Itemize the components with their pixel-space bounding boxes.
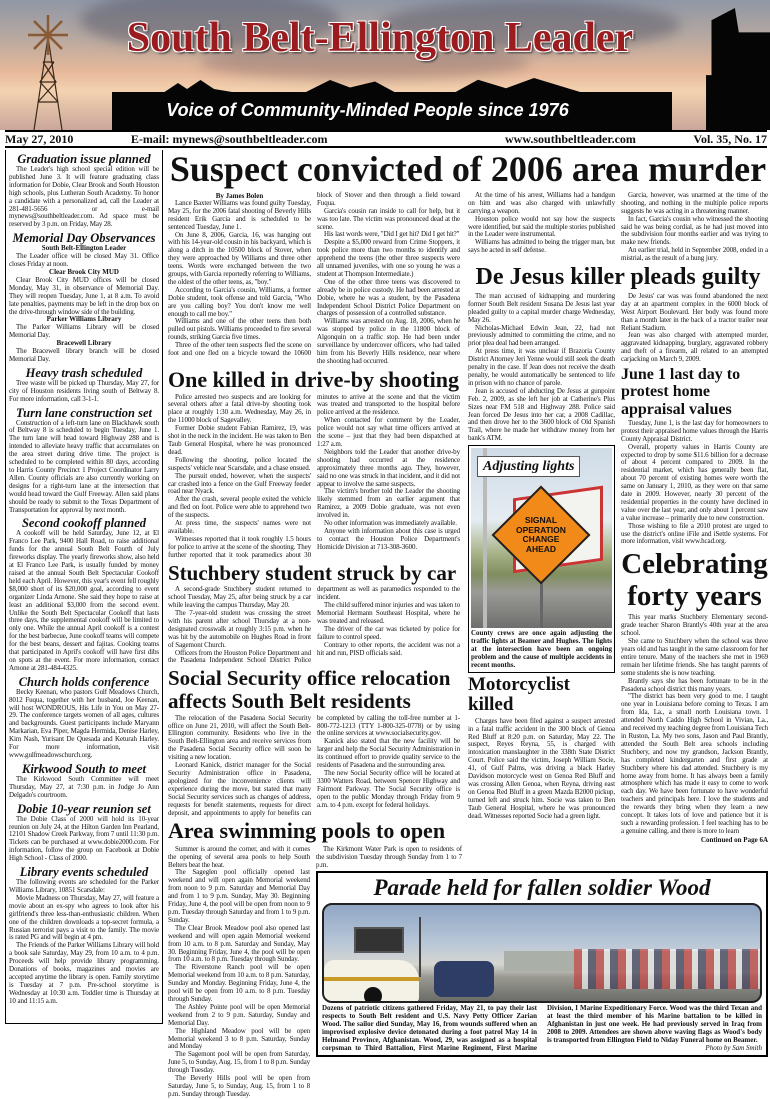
main-news-area — [168, 148, 768, 1099]
article-paragraphs — [9, 380, 159, 404]
right-column-b — [621, 293, 768, 844]
paragraph: Brantly says she has been fortunate to be in the Pasadena school district this many years. — [621, 676, 768, 693]
paragraph: At press time, the suspects' names were not available. — [168, 519, 311, 535]
paragraph: Tree waste will be picked up Thursday, May 27, for city of Houston residents living south of Beltway 8. For more information, call 3-1-1. — [9, 378, 159, 403]
brief-kirkwood — [9, 762, 159, 800]
caption-text: Dozens of patriotic citizens gathered Friday, May 21, to pay their last respects to South Belt resident and U.S. Navy Petty Officer Zarian Wood. The sailor died Sunday, May 16, from wounds suffered when an improvised explosive device detonated during a foot patrol May 14 in Helmand Province, Afghanistan. Wood, 29, was assigned as a hospital corpsman to Third Battalion, First Marine Regiment, First Marine Division, I Marine Expeditionary Force. Wood was the third Texan and at least the third member of his Marine battalion to be killed in Afghanistan in just one week. He had previously served in Iraq from 2008 to 2009. Attendees are shown above waving flags as Wood's body is transported from Ellington Field to Niday Funeral home on Beamer. — [322, 1004, 762, 1053]
celebrating-article-body — [621, 614, 768, 835]
motorcyclist-article-body — [468, 718, 615, 821]
pools-article-continued — [316, 846, 462, 870]
dejesus-article-body — [468, 293, 615, 443]
paragraph: Jean was also charged with attempted murder, aggravated kidnapping, burglary, aggravated robbery and theft of a firearm, all related to an attempted carjacking on March 9, 2009. — [621, 331, 768, 364]
paragraph: Garcia's cousin ran inside to call for help, but it was too late. The victim was pronounced dead at the scene. — [317, 206, 460, 231]
socialsecurity-article-body — [168, 715, 460, 818]
appraisal-article-body — [621, 420, 768, 547]
continued-link[interactable]: Continued on Page 6A — [700, 835, 768, 844]
paragraph: Police arrested two suspects and are looking for several others after a fatal drive-by shooting took place at roughly 1:30 a.m. Wednesday, May 26, in the 11000 block of Sagevalley. — [168, 392, 311, 425]
brief-title: Memorial Day Observances — [12, 231, 156, 246]
paragraph: The Kirkmont Water Park is open to residents of the subdivision Tuesday through Sunday from 1 to 7 p.m. — [316, 844, 462, 869]
driveby-headline: One killed in drive-by shooting — [168, 366, 459, 392]
paragraph: Three of the other teen suspects fled the scene on foot and one fled on a bicycle toward the 10600 block of Stover and then through a field toward Fuqua. — [168, 190, 460, 358]
article-paragraphs — [9, 879, 159, 1006]
byline: By James Bolen — [215, 191, 264, 200]
appraisal-headline: June 1 last day to protest home appraisal values — [621, 366, 741, 418]
paragraph: When contacted for comment by the Leader, police would not say what time officers arrived at the scene – just that they had been dispatched at 1:27 a.m. — [317, 416, 460, 448]
socialsecurity-headline — [168, 667, 460, 712]
paragraph: Following the shooting, police located the suspects' vehicle near Scarsdale, and a chase ensued. — [168, 455, 311, 472]
paragraph: The Ashley Pointe pool will be open Memorial weekend from 2 to 9 p.m. Saturday, Sunday and Memorial Day. — [168, 1002, 310, 1027]
paragraph: The Kirkwood South Committee will meet Thursday, May 27, at 7:30 p.m. in Judge Jo Ann Delgado's courtroom. — [9, 774, 159, 799]
sign-text: CHANGE — [522, 534, 560, 545]
parade-photo — [322, 903, 762, 1003]
dateline — [5, 130, 767, 148]
paragraph: The Clear Brook Meadow pool also opened last weekend and will open again Memorial weekend from 10 a.m. to 8 p.m. Saturday and Sunday, May 30. Beginning Friday, June 4, the pool will be open from 10 a.m. to 8 p.m. Tuesday through Sunday. — [168, 923, 310, 964]
paragraph: Neighbors told the Leader that another drive-by shooting had occurred at the residence approximately three months ago. They, however, said no one was struck in that incident, and it did not appear to involve the same suspects. — [317, 447, 460, 488]
paragraph: Kanick also stated that the new facility will be larger and help the Social Security Administration in its continued effort to provide quality service to the residents of Pasadena and the surrounding area. — [317, 737, 460, 770]
brief-title: Kirkwood South to meet — [22, 761, 146, 776]
main-right-half — [468, 192, 768, 844]
article-paragraphs — [621, 293, 768, 364]
paragraph: The pursuit ended, however, when the suspects' car crashed into a fence on the Gulf Freeway feeder road near Nyack. — [168, 471, 311, 496]
main-left-half — [168, 192, 460, 844]
sign-text: AHEAD — [525, 543, 557, 554]
paragraph: Jean is accused of abducting De Jesus at gunpoint Feb. 2, 2009, as she left her job at Catherine's Plus Sizes near FM 518 and Highway 288. Police said Jean forced De Jesus into her car, a 2008 Cadillac, and then drove her to the 3600 block of Old Spanish Trail, where he made her withdraw money from her bank's ATM. — [468, 386, 615, 443]
lead-headline: Suspect convicted of 2006 area murder — [169, 149, 767, 189]
paragraph: The child suffered minor injuries and was taken to Memorial Hermann Southeast Hospital, where he was treated and released. — [317, 601, 460, 625]
article-paragraphs — [168, 846, 310, 1099]
paragraph: The victim's brother told the Leader the shooting likely stemmed from an earlier argument that Ramirez, a 2009 Dobie graduate, was not even involved in. — [317, 487, 460, 520]
paragraph: On June 8, 2006, Garcia, 16, was hanging out with his 14-year-old cousin in his backyard, which is along a ditch in the 10500 block of Stover, when they were approached by Williams and three other teens. Words were exchanged between the two groups, with Garcia reportedly referring to Williams, the oldest of the other teens, as, "boy." — [168, 230, 311, 286]
paragraph: Leonard Kanick, district manager for the Social Security Administration office in Pasadena, apologized for the inconvenience clients will experience during the move, but stated that many Social Security services such as changes of address, requests for benefit statements, requests for direct deposit, and appointments to apply for benefits can be completed by calling the toll-free number at 1-800-772-1213 (TTY 1-800-325-0778) or by using the online services at www.socialsecurity.gov. — [168, 713, 460, 817]
pools-article-body — [168, 846, 310, 1099]
paragraph: The Leader's high school special edition will be published June 3. It will feature graduating class information for Dobie, Clear Brook and South Houston high schools, plus Lutheran South Academy. To honor a candidate with a personalized ad, call the Leader at 281-481-5656 or e-mail mynews@southbeltleader.com. Ad space must be reserved by 3 p.m. on Friday, May 28. — [9, 165, 159, 229]
pools-headline: Area swimming pools to open — [168, 818, 446, 844]
paragraph: Williams has admitted to being the trigger man, but says he acted in self defense. — [468, 238, 615, 255]
tagline: Voice of Community-Minded People since 1976 — [166, 100, 569, 120]
brief-title: Turn lane construction set — [15, 405, 153, 420]
paragraph: The Riverstone Ranch pool will be open Memorial weekend from 10 a.m. to 8 p.m. Saturday, Sunday and Monday. Beginning Friday, June 4, the pool will be open from 10 a.m. to 8 p.m. Tuesday through Sunday. — [168, 963, 310, 1003]
lead-article-body — [168, 192, 460, 366]
paragraph: The Dobie Class of 2000 will hold its 10-year reunion on July 24, at the Hilton Garden Inn Pearland, 12101 Shadow Creek Parkway, from 7 until 11:30 p.m. Tickets can be purchased at www.dobie2000.com. For information, follow the group on Facebook at Dobie High School - Class of 2000. — [9, 814, 159, 863]
paragraph: Becky Keenan, who pastors Gulf Meadows Church, 8012 Fuqua, together with her husband, Joe Keenan, will host WONDROUS, His Life in You on May 27-29. The conference targets women of all ages, cultures and backgrounds. Guest participants include Maryann Markarian, Eva Piper, Magda Hermida, Denise Harley, Kim Nash, Yurisant De Quesada and Keturah Harley. For more information, visit www.gulfmeadowschurch.org. — [9, 687, 159, 759]
paragraph: Tuesday, June 1, is the last day for homeowners to protest their appraised home values through the Harris County Appraisal District. — [621, 418, 768, 443]
paragraph: Garcia, however, was unarmed at the time of the shooting, and nothing in the multiple police reports suggests he was acting in a threatening manner. — [621, 190, 768, 215]
driveby-article-body — [168, 394, 460, 560]
headline-line: affects South Belt residents — [168, 689, 411, 713]
article-paragraphs — [9, 816, 159, 863]
brief-subhead: South Belt-Ellington Leader — [41, 244, 127, 253]
article-paragraphs — [468, 718, 615, 821]
paragraph: The man accused of kidnapping and murdering former South Belt resident Susana De Jesus last year pleaded guilty to a capital murder charge Wednesday, May 26. — [468, 291, 615, 324]
windmill-icon — [28, 12, 68, 130]
paragraph: This year marks Stuchbery Elementary second-grade teacher Sharon Brantly's 40th year at the area school. — [621, 613, 768, 638]
paragraph: No other information was immediately available. — [324, 519, 457, 528]
sign-text: OPERATION — [516, 524, 566, 535]
paragraph: Witnesses reported that it took roughly 1.5 hours for police to arrive at the scene of the shooting. They further reported that it took paramedics about 30 minutes to arrive at the scene and that the victim was treated and transported to the hospital before police arrived at the residence. — [168, 392, 460, 559]
brief-title: Dobie 10-year reunion set — [17, 801, 151, 816]
right-column-a — [468, 293, 615, 844]
lead-article-body-continued — [468, 192, 768, 263]
paragraph: After the crash, several people exited the vehicle and fled on foot. Police were able to apprehend two of the suspects. — [168, 495, 311, 520]
paragraph: Contrary to other reports, the accident was not a hit and run, PISD officials said. — [317, 640, 460, 657]
issue-date: May 27, 2010 — [5, 131, 74, 146]
paragraph: At the time of his arrest, Williams had a handgun on him and was also charged with unlawfully carrying a weapon. — [468, 190, 615, 215]
paragraph: The Parker Williams Library will be closed Memorial Day. — [9, 323, 159, 340]
brief-title: Heavy trash scheduled — [25, 365, 143, 380]
bottom-right-area — [316, 846, 768, 1099]
dejesus-article-body-continued — [621, 293, 768, 364]
motorcyclist-headline: Motorcyclist killed — [468, 673, 570, 716]
paragraph: The new Social Security office will be located at 3300 Watters Road, between Spencer Highway and Fairmont Parkway. The Social Security office is open to the public Monday through Friday from 9 a.m. to 4 p.m. except for federal holidays. — [317, 769, 460, 809]
paragraph: The Leader office will be closed May 31. Office closes Friday at noon. — [9, 252, 159, 269]
paragraph: Houston police would not say how the suspects were identified, but said the multiple stories published in the Leader were instrumental. — [468, 214, 615, 239]
brief-subhead: Bracewell Library — [56, 339, 112, 348]
article-paragraphs — [621, 420, 768, 547]
photo-caption: County crews are once again adjusting the traffic lights at Beamer and Hughes. The lights at the intersection have been an ongoing problem and the cause of multiple accidents in recent months. — [471, 629, 612, 669]
article-paragraphs — [168, 586, 460, 665]
brief-title: Second cookoff planned — [21, 516, 147, 531]
traffic-sign-photo — [471, 448, 612, 628]
paragraph: The Sageglen pool officially opened last weekend and will open again Memorial weekend from noon to 9 p.m. Saturday and Memorial Day and from 1 to 9 p.m. Sunday, May 30. Beginning Friday, June 4, the pool will be open from noon to 9 p.m. Tuesday through Saturday and from 1 to 9 p.m. Sunday. — [168, 868, 310, 924]
brief-graduation — [9, 152, 159, 229]
paragraph: The Beverly Hills pool will be open from Saturday, June 5, to Sunday, Aug. 15, from 1 to 8 p.m. Sunday through Tuesday. — [168, 1074, 310, 1098]
brief-library — [9, 865, 159, 1006]
paragraph: The relocation of the Pasadena Social Security office on June 21, 2010, will affect the South Belt-Ellington community. Residents who live in the South Belt-Ellington area and receive services from the Pasadena Social Security office will soon be visiting a new location. — [168, 713, 311, 762]
paragraph: The Sagemont pool will be open from Saturday, June 5, to Sunday, Aug. 15, from 1 to 8 p.m. Sunday through Tuesday. — [168, 1050, 310, 1075]
paragraph: The Highland Meadow pool will be open Memorial weekend 3 to 8 p.m. Saturday, Sunday and Monday — [168, 1026, 310, 1051]
brief-memorial-day — [9, 231, 159, 364]
paragraph: An earlier trial, held in September 2008, ended in a mistrial, as the result of a hung jury. — [621, 246, 768, 263]
article-paragraphs — [9, 689, 159, 760]
paragraph: Summer is around the corner, and with it comes the opening of several area pools to help South Belters beat the heat. — [168, 844, 310, 869]
paragraph: A second-grade Stuchbery student returned to school Tuesday, May 25, after being struck by a car while leaving the campus Thursday, May 20. — [168, 585, 311, 610]
article-paragraphs — [9, 420, 159, 515]
article-paragraphs — [168, 715, 460, 818]
brief-title: Church holds conference — [18, 674, 150, 689]
article-paragraphs — [621, 614, 768, 835]
stuchbery-article-body — [168, 586, 460, 665]
paragraph: Movie Madness on Thursday, May 27, will feature a movie about an ex-spy who agrees to look after his girlfriend's three less-than-enthusiastic children. When one of the children downloads a top-secret formula, a Russian terrorist pays a visit to the family. The movie is rated PG and will begin at 4 pm. — [9, 893, 159, 942]
paragraph: De Jesus' car was was found abandoned the next day at an apartment complex in the 6000 block of West Airport Boulevard. Her body was found more than a month later in the back of a tractor trailer near Reliant Stadium. — [621, 291, 768, 332]
paragraph: Clear Brook City MUD offices will be closed Monday, May 31, in observance of Memorial Day. They will reopen Tuesday, June 1, at 8 a.m. To avoid late penalties, payments may be left in the drop box on the drive-through window side of the building. — [9, 275, 159, 316]
paragraph: Charges have been filed against a suspect arrested in a fatal traffic accident in the 300 block of Genoa Red Bluff at 8:20 p.m. on Saturday, May 22. The suspect, Reyes Reyna, 55, is charged with intoxication manslaughter in the 338th State District Court. Police said the victim, Joseph William Socie, 41, of Gulf Palms, was driving a black Harley Davidson motorcycle west on Genoa Red Bluff and was crossing Allen Genoa, when Reyna, driving east on Genoa Red Bluff in a green Mazda B2000 pickup, turned left and struck him. Socie was taken to Ben Taub General Hospital, where he was pronounced dead. Witnesses reported Socie had a green light. — [468, 716, 615, 820]
paragraph: The 7-year-old student was crossing the street with his parent after school Thursday at a non-designated crosswalk at roughly 3:15 p.m. when he was hit by the automobile on Hughes Road in front of Sagemont Church. — [168, 608, 311, 649]
paragraph: A cookoff will be held Saturday, June 12, at El Franco Lee Park, 9400 Hall Road, to raise additional funds for the annual South Belt Fourth of July fireworks display. The yearly fireworks show, also held at El Franco Lee Park, is usually funded by money raised at the annual South Belt Spectacular Cookoff held each April. However, this year's event fell roughly $8,000 short of its $20,000 goal, according to event organizer Linda Arnone. She said they hope to raise at least an additional $3,000 from the second event. Unlike the South Belt Spectacular Cookoff that lasts three days, the supplemental cookoff will be limited to only one. While the annual April cookoff is a contest for the best barbecue, June cookoff teams will compete for the best beans, dessert and fajitas. Cooking teams that participated in April's cookoff will have first dibs on spots at the event. For more information, contact Arnone at 281-484-4325. — [9, 529, 159, 672]
paragraph: In fact, Garcia's cousin who witnessed the shooting said he was being cordial, as he had just moved into the subdivision four months earlier and was trying to make new friends. — [621, 214, 768, 247]
paragraph: Despite a $5,000 reward from Crime Stoppers, it took police more than two months to identify and apprehend the teens (the other three suspects were all unnamed juveniles, with one so young he was a student at Thompson Intermediate.) — [317, 238, 460, 278]
paragraph: Officers from the Houston Police Department and the Pasadena Independent School District Police department as well as paramedics responded to the incident. — [168, 585, 460, 665]
photo-title: Parade held for fallen soldier Wood — [373, 875, 711, 901]
paragraph: "The district has been very good to me. I taught one year in Louisiana before coming to Texas. I am from Ida, La., a small north Louisiana town. I attended North Caddo High School in Vivian, La., and received my teaching degree from Louisiana Tech in Ruston, La. My two sons, Jason and Paul Brantly, attended the South Belt area schools including Stuchbery, and now my grandson, Jackson Brantly, has completed kindergarten and first grade at Stuchbery where his dad attended. Stuchbery is my home away from home. It has always been a family atmosphere which has made it easy to come to work each day. We have been fortunate to have wonderful teachers and principals here. I love the students and the rewards they bring when they learn a new concept. It takes lots of love and patience but it is such a rewarding profession. I feel teaching has to be a genuine calling, and there is more to learn — [621, 692, 768, 835]
brief-turn-lane — [9, 406, 159, 515]
headline-line: Social Security office relocation — [168, 666, 451, 691]
paragraph: The driver of the car was ticketed by police for failure to control speed. — [317, 624, 460, 641]
paragraph: Former Dobie student Fabian Ramirez, 19, was shot in the neck in the incident. He was taken to Ben Taub General Hospital, where he was pronounced dead. — [168, 424, 311, 456]
masthead — [0, 0, 770, 130]
paragraph: Williams and one of the other teens then both pulled out pistols. Williams proceeded to fire several rounds, striking Garcia five times. — [168, 317, 311, 342]
paragraph: Nicholas-Michael Edwin Jean, 22, had not previously admitted to committing the crime, and no prior plea deal had been arranged. — [468, 323, 615, 348]
paragraph: At press time, it was unclear if Brazoria County District Attorney Jeri Yenne would still seek the death penalty in the case. If Jean does not receive the death penalty, he would automatically be sentenced to life in prison with no chance of parole. — [468, 347, 615, 387]
paragraph: One of the other three teens was discovered to already be in police custody. He had been arrested at Dobie, where he was a student, by the Pasadena Independent School District Police Department on charges of possession of a controlled substance. — [317, 277, 460, 318]
paragraph: Construction of a left-turn lane on Blackhawk south of Beltway 8 is scheduled to begin Tuesday, June 1. The turn lane will head toward Highway 288 and is intended to alleviate heavy traffic that accumulates on the area street during drive time. The project is scheduled to be completed within 80 days, according to Harris County Precinct 1 Project Coordinator Larry Allen. County officials are also currently working on designs for a right-turn lane at the intersection that would head toward the Gulf Freeway. Allen said plans should be ready to submit to the Texas Department of Transportation for approval by next month. — [9, 418, 159, 514]
article-paragraphs — [9, 776, 159, 800]
brief-reunion — [9, 802, 159, 863]
newspaper-title: South Belt-Ellington Leader — [126, 15, 634, 61]
brief-title: Library events scheduled — [19, 865, 149, 880]
photo-credit: Photo by Sam Smith — [705, 1044, 762, 1053]
stuchbery-headline: Stuchbery student struck by car — [168, 560, 457, 585]
paragraph: Those wishing to file a 2010 protest are urged to use the district's online iFile and iSettle systems. For more information, visit www.hcad.org. — [621, 521, 768, 546]
article-paragraphs — [468, 293, 615, 443]
brief-church — [9, 675, 159, 760]
paragraph: Anyone with information about this case is urged to contact the Houston Police Department's Homicide Division at 713-308-3600. — [317, 526, 460, 551]
article-paragraphs — [9, 530, 159, 672]
brief-cookoff — [9, 516, 159, 672]
email-link[interactable]: E-mail: mynews@southbeltleader.com — [130, 131, 328, 146]
paragraph: The following events are scheduled for the Parker Williams Library, 10851 Scarsdale: — [9, 878, 159, 894]
paragraph: Williams was arrested on Aug. 18, 2006, when he was stopped by police in the 11800 block of Algonquin on a traffic stop. He had been under surveillance by undercover officers, who had tailed him from his Beverly Hills residence, near where the shooting had occurred. — [317, 317, 460, 365]
photo-box-parade — [316, 871, 768, 1056]
brief-title: Graduation issue planned — [17, 152, 151, 166]
website-link[interactable]: www.southbeltleader.com — [505, 131, 636, 146]
photo-title: Adjusting lights — [477, 456, 580, 477]
paragraph: She came to Stuchbery when the school was three years old and has taught in the same classroom for her entire tenure. Many of the teachers she met in 1969 remain her lifetime friends. She has taught parents of some students she is now teaching. — [621, 637, 768, 677]
photo-caption — [322, 1005, 762, 1052]
paragraph: The Bracewell library branch will be closed Memorial Day. — [9, 347, 159, 363]
paragraph: Lance Baxter Williams was found guilty Tuesday, May 25, for the 2006 fatal shooting of Beverly Hills resident Erik Garcia and is scheduled to be sentenced Tuesday, June 1. — [168, 198, 311, 231]
brief-subhead: Parker Williams Library — [46, 315, 122, 324]
brief-heavy-trash — [9, 366, 159, 404]
article-paragraphs — [9, 166, 159, 229]
brief-subhead: Clear Brook City MUD — [49, 267, 119, 276]
sign-text: SIGNAL — [524, 515, 558, 526]
paragraph: The Friends of the Parker Williams Library will hold a book sale Saturday, May 29, from 10 a.m. to 4 p.m. Proceeds will help provide library programming. Donations of books, magazines and movies are accepted anytime the library is open. Family storytime is Tuesday at 7 p.m. Pre-school storytime is Wednesday at 10:30 a.m. Toddler time is Thursday at 10 and 11:15 a.m. — [9, 941, 159, 1005]
photo-box-adjusting-lights — [468, 445, 615, 673]
paragraph: According to Garcia's cousin, Williams, a former Dobie student, took offense and told Garcia, "Who are you calling boy? You don't know me well enough to call me boy." — [168, 285, 311, 318]
celebrating-headline — [621, 548, 768, 612]
volume-number: Vol. 35, No. 17 — [693, 131, 767, 146]
paragraph: His last words were, "Did I get hit? Did I get hit?" — [324, 230, 460, 239]
headline-line: Celebrating — [621, 548, 768, 581]
dejesus-headline: De Jesus killer pleads guilty — [475, 264, 761, 291]
headline-line: forty years — [627, 580, 762, 613]
paragraph: Overall, property values in Harris County are expected to drop by some $11.6 billion for a decrease of about 4 percent compared to 2009. In the residential market, which has generally been flat, about 70 percent of existing homes were worth the same on January 1, 2010, as they were on that same date in 2009. However, nearly 30 percent of the residential properties in the county have declined in value over the last year, and only about 1 percent saw a value increase – primarily due to new construction. — [621, 442, 768, 522]
article-paragraphs — [168, 394, 460, 560]
news-briefs-column — [5, 150, 163, 1024]
article-paragraphs — [468, 192, 768, 263]
article-paragraphs — [168, 192, 460, 366]
